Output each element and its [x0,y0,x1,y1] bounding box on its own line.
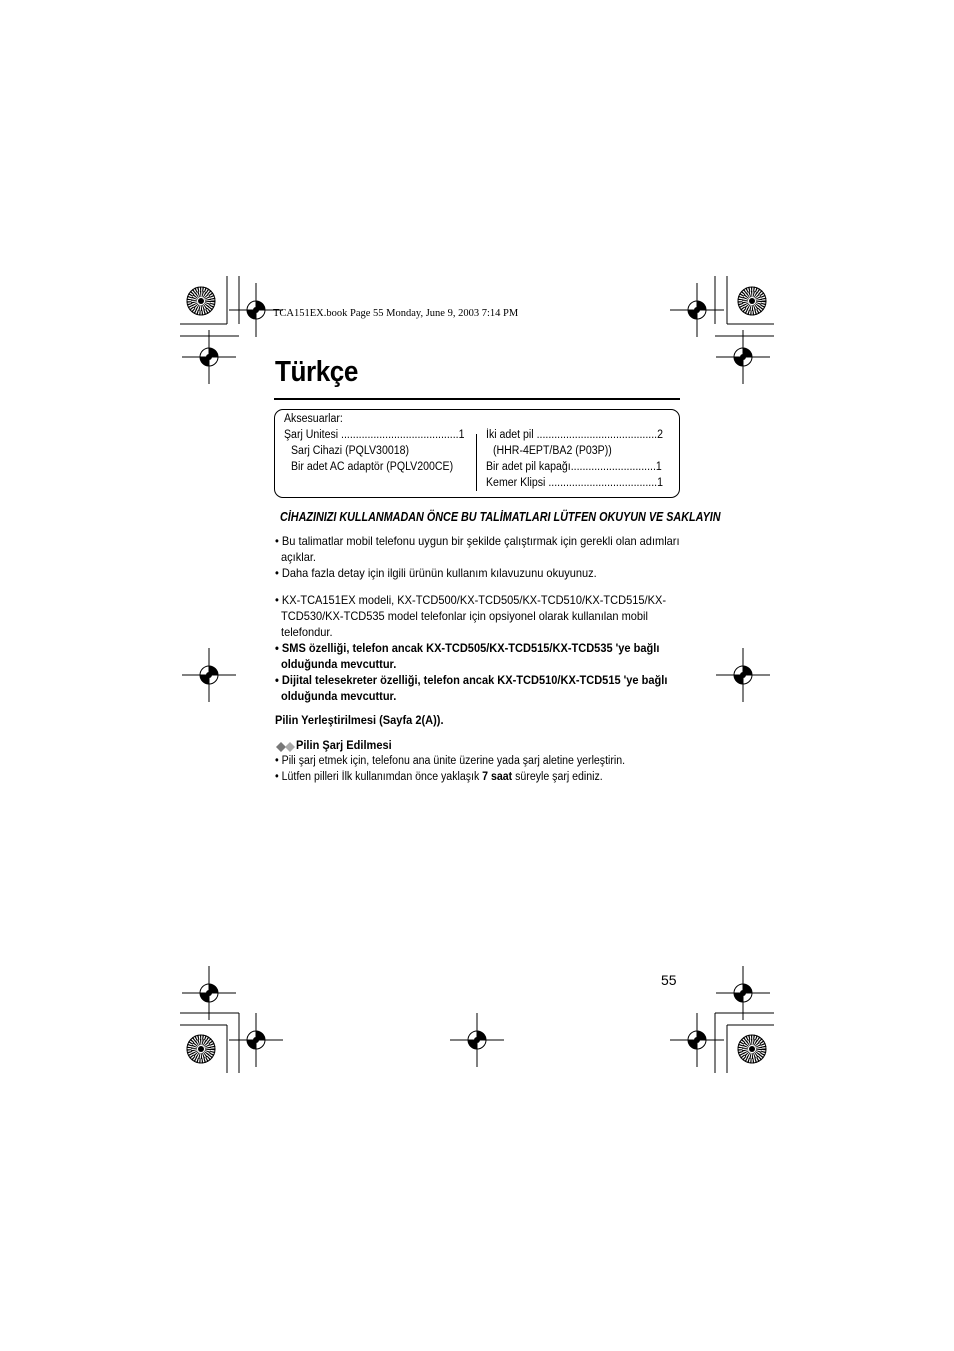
bullet-line: telefondur. [281,625,333,639]
accessory-item: Sarj Cihazi (PQLV30018) [291,445,410,457]
crosshair-icon [716,648,770,702]
bullet-line: TCD530/KX-TCD535 model telefonlar için opsiyonel olarak kullanılan mobil [281,609,648,623]
bullet-line: olduğunda mevcuttur. [281,689,397,703]
charging-text: süreyle şarj ediniz. [512,771,603,783]
bullet-line: açıklar. [281,550,316,564]
bullet-line: • Dijital telesekreter özelliği, telefon ancak KX-TCD510/KX-TCD515 'ye bağlı [275,673,668,687]
star-target-icon [738,287,766,315]
crosshair-icon [182,330,236,384]
charging-bullet: • Pili şarj etmek için, telefonu ana ünite üzerine yada şarj aletine yerleştirin. [275,755,626,767]
accessory-item: Kemer Klipsi .....................................1 [486,477,663,489]
crosshair-icon [716,330,770,384]
charging-text: • Lütfen pilleri İlk kullanımdan önce yaklaşık [275,771,483,783]
bullet-line: • KX-TCA151EX modeli, KX-TCD500/KX-TCD505/KX-TCD510/KX-TCD515/KX- [275,593,667,607]
charging-heading: Pilin Şarj Edilmesi [296,738,392,752]
page-number: 55 [661,972,677,988]
star-target-icon [738,1035,766,1063]
star-target-icon [187,287,215,315]
crosshair-icon [450,1013,504,1067]
crosshair-icon [182,648,236,702]
file-header: TCA151EX.book Page 55 Monday, June 9, 2003 7:14 PM [273,308,519,319]
crosshair-icon [670,1013,724,1067]
accessory-item: (HHR-4EPT/BA2 (P03P)) [493,445,612,457]
battery-install-heading: Pilin Yerleştirilmesi (Sayfa 2(A)). [275,713,444,727]
bullet-line: • SMS özelliği, telefon ancak KX-TCD505/KX-TCD515/KX-TCD535 'ye bağlı [275,641,660,655]
title-rule [274,398,680,400]
charging-bullet [275,771,603,783]
charging-duration: 7 saat [482,771,513,783]
accessory-item: Şarj Ünitesi ........................................1 [284,429,465,441]
accessory-item: İki adet pil .........................................2 [486,429,663,441]
accessories-divider [476,434,477,491]
crosshair-icon [716,966,770,1020]
accessories-heading: Aksesuarlar: [284,413,343,425]
notice-heading: CİHAZINIZI KULLANMADAN ÖNCE BU TALİMATLARI LÜTFEN OKUYUN VE SAKLAYIN [280,509,721,524]
crosshair-icon [182,966,236,1020]
diamond-bullet-icon [276,742,296,752]
bullet-line: • Daha fazla detay için ilgili ürünün kullanım kılavuzunu okuyunuz. [275,566,597,580]
bullet-line: olduğunda mevcuttur. [281,657,397,671]
accessory-item: Bir adet pil kapağı.............................1 [486,461,662,473]
crosshair-icon [229,1013,283,1067]
bullet-line: • Bu talimatlar mobil telefonu uygun bir şekilde çalıştırmak için gerekli olan adımları [275,534,680,548]
accessory-item: Bir adet AC adaptör (PQLV200CE) [291,461,454,473]
page-title: Türkçe [275,356,358,388]
crosshair-icon [670,283,724,337]
star-target-icon [187,1035,215,1063]
